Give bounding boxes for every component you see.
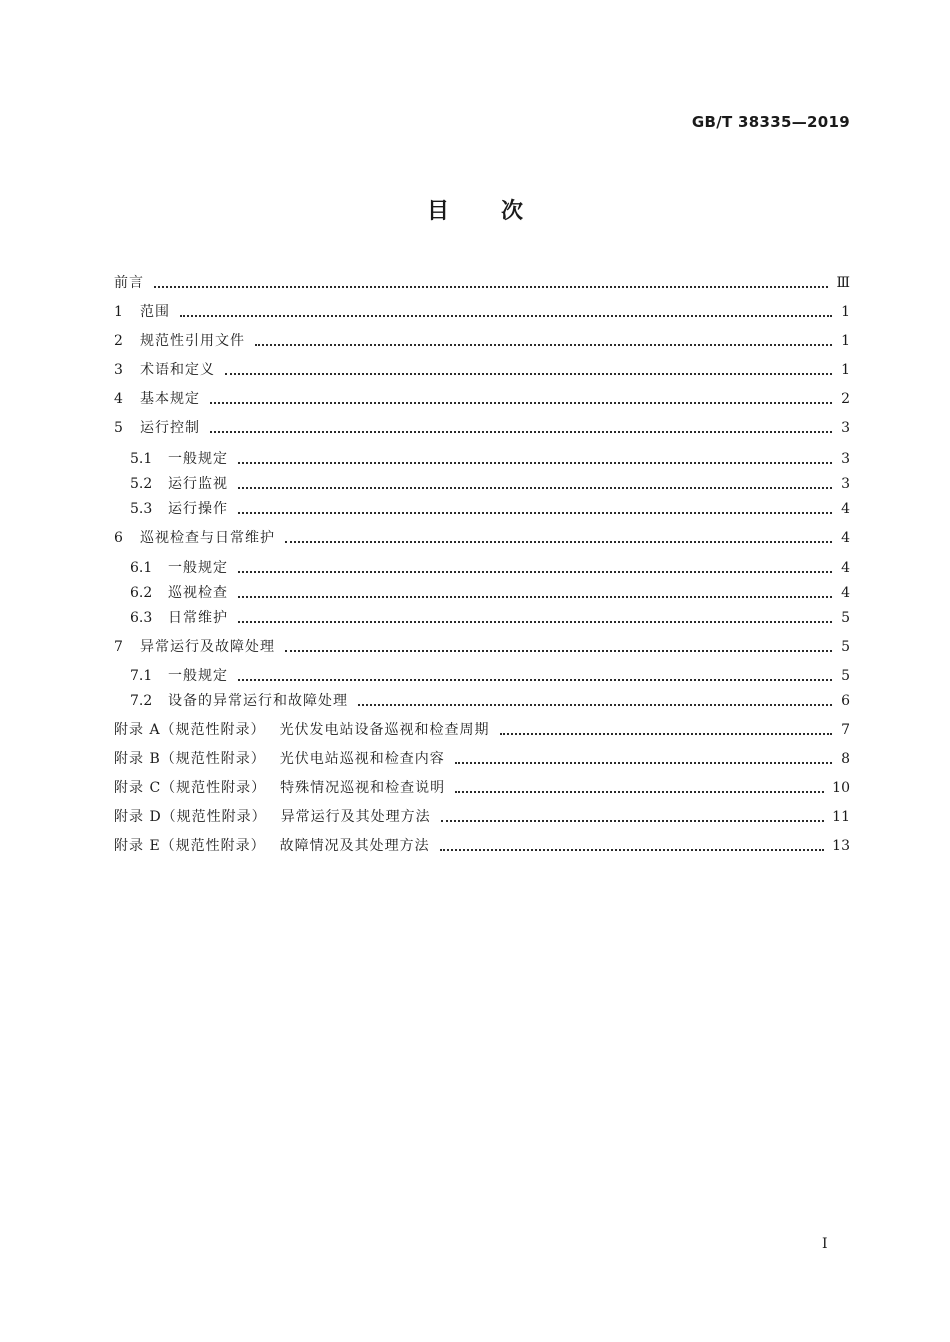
toc-entry[interactable] [114,496,850,522]
dot-leader [455,790,824,793]
toc-entry[interactable] [114,663,850,689]
toc-entry[interactable] [114,270,850,296]
dot-leader [210,401,832,404]
toc-entry[interactable] [114,717,850,743]
toc-entry-label: 基本规定 [140,391,200,407]
toc-entry-label: 运行操作 [168,501,228,517]
toc-entry-page: Ⅲ [836,275,850,291]
toc-entry-label: 一般规定 [168,668,228,684]
toc-entry-number: 7.2 [130,693,153,709]
toc-entry-page: 3 [841,451,850,467]
toc-entry-page: 10 [832,780,850,796]
dot-leader [225,372,832,375]
toc-entry[interactable] [114,775,850,801]
page-title: 目次 [426,199,575,224]
page-number: Ⅰ [822,1236,828,1252]
toc-entry-number: 6.3 [130,610,153,626]
dot-leader [285,540,832,543]
toc-entry-number: 5.1 [130,451,153,467]
toc-entry-number: 5 [114,420,123,436]
dot-leader [285,649,832,652]
toc-entry-label: 异常运行及其处理方法 [280,809,431,825]
toc-entry-number: 6.2 [130,585,153,601]
toc-entry[interactable] [114,446,850,472]
dot-leader [180,314,832,317]
toc-entry-label: 日常维护 [168,610,228,626]
dot-leader [238,511,832,514]
toc-entry-number: 6 [114,530,123,546]
toc-entry-page: 5 [841,668,850,684]
toc-entry-number: 附录 C（规范性附录） [114,780,267,796]
toc-entry[interactable] [114,688,850,714]
toc-entry[interactable] [114,746,850,772]
dot-leader [238,570,832,573]
toc-entry-number: 5.3 [130,501,153,517]
toc-entry[interactable] [114,415,850,441]
toc-entry-page: 11 [832,809,850,825]
toc-entry[interactable] [114,555,850,581]
toc-entry-label: 运行控制 [140,420,200,436]
toc-entry[interactable] [114,328,850,354]
toc-entry-number: 附录 D（规范性附录） [114,809,267,825]
toc-entry-number: 5.2 [130,476,153,492]
toc-entry-number: 7.1 [130,668,153,684]
toc-entry-number: 4 [114,391,123,407]
toc-entry-label: 前言 [114,275,144,291]
toc-entry[interactable] [114,471,850,497]
toc-entry-number: 附录 A（规范性附录） [114,722,266,738]
toc-entry-label: 术语和定义 [140,362,215,378]
toc-entry-number: 3 [114,362,123,378]
toc-entry[interactable] [114,804,850,830]
toc-entry-number: 附录 E（规范性附录） [114,838,266,854]
dot-leader [255,343,832,346]
toc-entry-label: 异常运行及故障处理 [140,639,275,655]
dot-leader [238,678,832,681]
toc-entry[interactable] [114,525,850,551]
toc-entry[interactable] [114,580,850,606]
toc-entry[interactable] [114,833,850,859]
dot-leader [238,595,832,598]
toc-entry-page: 6 [841,693,850,709]
toc-entry-label: 运行监视 [168,476,228,492]
toc-entry[interactable] [114,299,850,325]
standard-code: GB/T 38335—2019 [691,113,850,131]
toc-entry-page: 2 [841,391,850,407]
dot-leader [238,486,832,489]
toc-entry-page: 4 [841,560,850,576]
dot-leader [440,848,825,851]
toc-entry-label: 规范性引用文件 [140,333,245,349]
toc-entry-number: 2 [114,333,123,349]
toc-entry-page: 1 [841,362,850,378]
dot-leader [441,819,824,822]
toc-entry-page: 5 [841,610,850,626]
dot-leader [210,430,832,433]
toc-entry[interactable] [114,634,850,660]
toc-entry-page: 3 [841,420,850,436]
toc-entry-label: 范围 [140,304,170,320]
toc-entry-label: 光伏发电站设备巡视和检查周期 [279,722,490,738]
dot-leader [455,761,832,764]
toc-entry-page: 4 [841,585,850,601]
toc-entry-label: 巡视检查与日常维护 [140,530,275,546]
toc-entry[interactable] [114,386,850,412]
toc-entry-page: 1 [841,333,850,349]
dot-leader [238,620,832,623]
toc-entry-label: 光伏电站巡视和检查内容 [279,751,445,767]
toc-entry-page: 7 [841,722,850,738]
toc-entry-label: 一般规定 [168,451,228,467]
toc-entry-label: 一般规定 [168,560,228,576]
dot-leader [358,703,832,706]
toc-entry-label: 特殊情况巡视和检查说明 [280,780,446,796]
toc-entry-page: 1 [841,304,850,320]
toc-entry[interactable] [114,605,850,631]
toc-entry-number: 7 [114,639,123,655]
toc-entry-number: 1 [114,304,123,320]
toc-entry-page: 4 [841,530,850,546]
toc-entry-label: 故障情况及其处理方法 [279,838,430,854]
toc-entry[interactable] [114,357,850,383]
toc-entry-page: 5 [841,639,850,655]
toc-entry-label: 巡视检查 [168,585,228,601]
toc-entry-number: 6.1 [130,560,153,576]
toc-entry-page: 4 [841,501,850,517]
toc-entry-page: 8 [841,751,850,767]
toc-entry-page: 13 [832,838,850,854]
toc-entry-number: 附录 B（规范性附录） [114,751,266,767]
dot-leader [500,732,832,735]
toc-entry-label: 设备的异常运行和故障处理 [168,693,348,709]
toc-entry-page: 3 [841,476,850,492]
dot-leader [154,285,828,288]
dot-leader [238,461,832,464]
